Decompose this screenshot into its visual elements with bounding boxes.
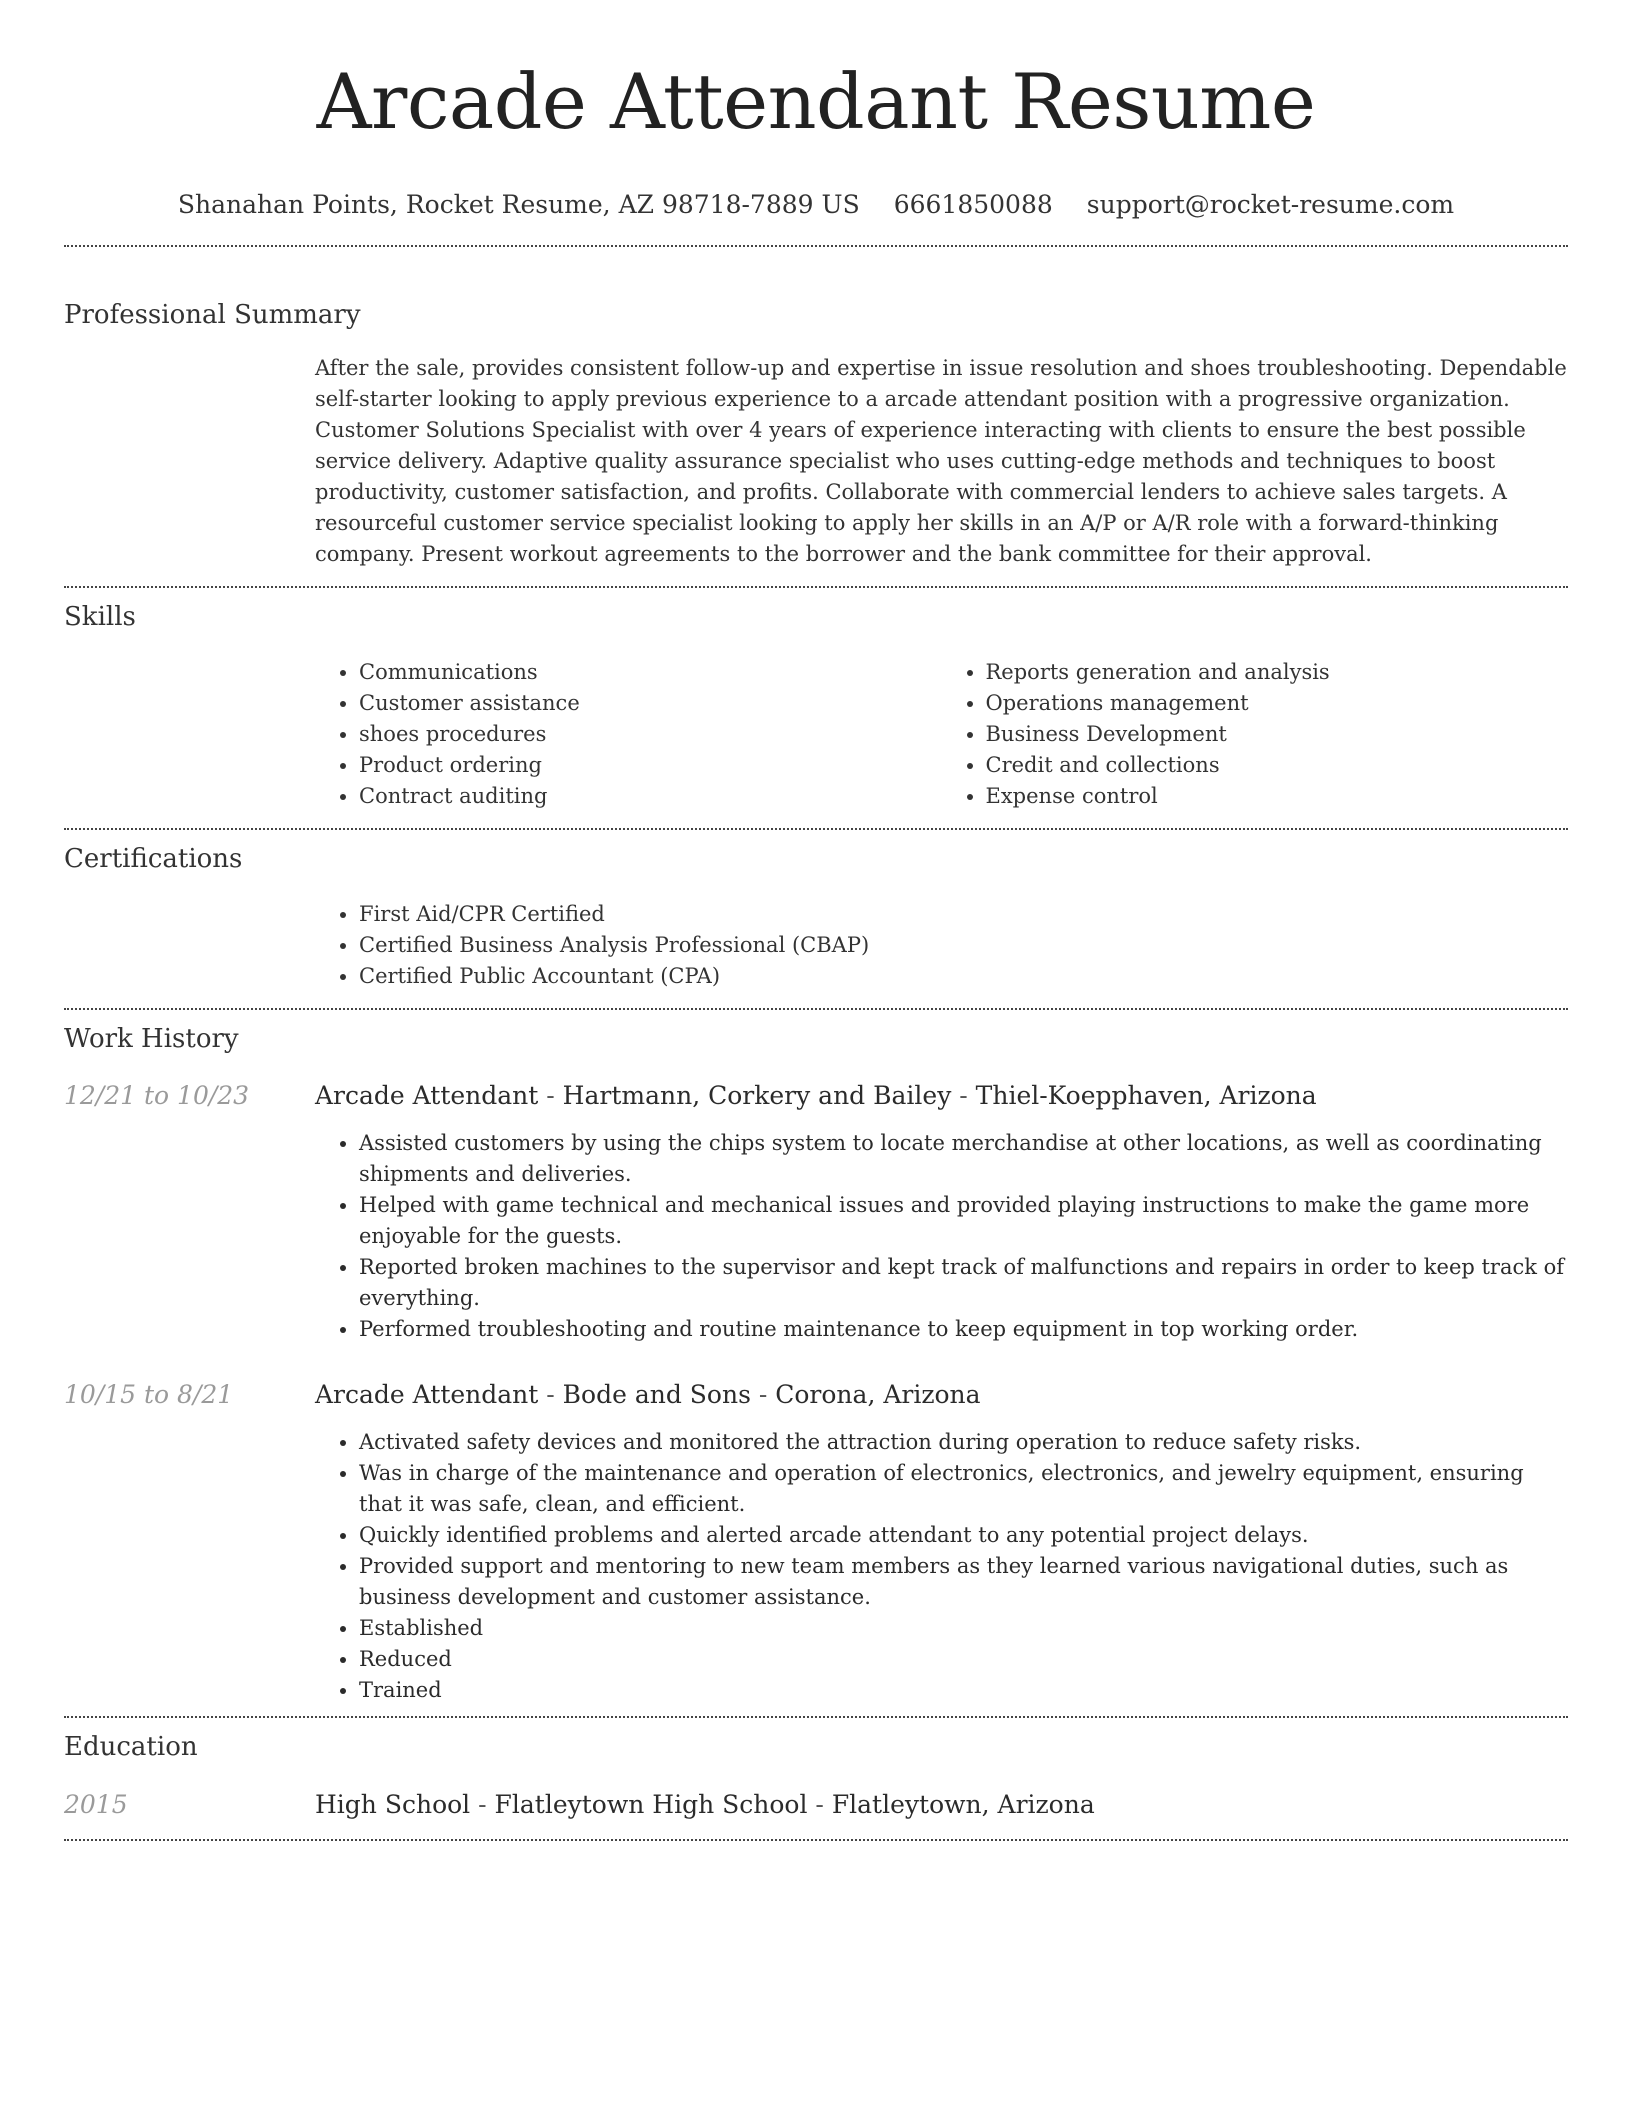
heading-separator: -	[538, 1380, 563, 1409]
work-bullets-wrap	[315, 1427, 1568, 1706]
work-entry-heading	[315, 1379, 1568, 1411]
skills-list-left	[315, 657, 942, 812]
skill-item: • Product ordering	[359, 750, 942, 781]
job-title: Arcade Attendant	[315, 1081, 539, 1110]
heading-separator: -	[807, 1790, 832, 1819]
resume-header	[64, 0, 1568, 219]
certifications-heading: Certifications	[64, 844, 243, 874]
job-location: Corona, Arizona	[775, 1380, 981, 1409]
contact-email: support@rocket-resume.com	[1086, 190, 1455, 219]
work-section	[64, 1010, 1568, 1716]
summary-heading: Professional Summary	[64, 300, 361, 330]
skill-item: • Reports generation and analysis	[986, 657, 1569, 688]
contact-address: Shanahan Points, Rocket Resume, AZ 98718-7889 US	[177, 190, 860, 219]
work-bullet: • Performed troubleshooting and routine maintenance to keep equipment in top working order.	[359, 1314, 1568, 1345]
summary-text: After the sale, provides consistent follow-up and expertise in issue resolution and shoes troubleshooting. Dependable self-starter looking to apply previous experience to a arcade attendant position with a progressive organization. Customer Solutions Specialist with over 4 years of experience interacting with clients to ensure the best possible service delivery. Adaptive quality assurance specialist who uses cutting-edge methods and techniques to boost productivity, customer satisfaction, and profits. Collaborate with commercial lenders to achieve sales targets. A resourceful customer service specialist looking to apply her skills in an A/P or A/R role with a forward-thinking company. Present workout agreements to the borrower and the bank committee for their approval.	[315, 356, 1567, 566]
summary-section	[64, 247, 1568, 586]
heading-separator: -	[470, 1790, 495, 1819]
skills-heading: Skills	[64, 602, 136, 632]
work-bullet: • Quickly identified problems and alerted arcade attendant to any potential project delays.	[359, 1520, 1568, 1551]
education-location: Flatleytown, Arizona	[831, 1790, 1095, 1819]
skill-item: • Business Development	[986, 719, 1569, 750]
education-school: Flatleytown High School	[494, 1790, 808, 1819]
heading-separator: -	[750, 1380, 776, 1409]
job-company: Hartmann, Corkery and Bailey	[562, 1081, 952, 1110]
work-bullet: • Reduced	[359, 1644, 1568, 1675]
heading-separator: -	[538, 1081, 563, 1110]
skill-item: • Contract auditing	[359, 781, 942, 812]
contact-line	[64, 190, 1568, 219]
certification-item: • First Aid/CPR Certified	[359, 899, 1568, 930]
work-heading: Work History	[64, 1024, 239, 1054]
certification-item: • Certified Business Analysis Professional (CBAP)	[359, 930, 1568, 961]
job-title: Arcade Attendant	[315, 1380, 539, 1409]
education-entry	[64, 1789, 1568, 1821]
resume-title: Arcade Attendant Resume	[316, 57, 1316, 146]
skill-item: • Expense control	[986, 781, 1569, 812]
work-bullets	[315, 1427, 1568, 1706]
education-divider	[64, 1839, 1568, 1841]
work-bullet: • Helped with game technical and mechanical issues and provided playing instructions to make the game more enjoyable for the guests.	[359, 1190, 1568, 1252]
certifications-list-wrap	[315, 899, 1568, 992]
work-dates: 10/15 to 8/21	[64, 1380, 234, 1409]
work-dates: 12/21 to 10/23	[64, 1081, 250, 1110]
work-entry	[64, 1080, 1568, 1345]
work-bullet: • Provided support and mentoring to new team members as they learned various navigational duties, such as business development and customer assistance.	[359, 1551, 1568, 1613]
education-degree: High School	[315, 1790, 471, 1819]
skill-item: • Communications	[359, 657, 942, 688]
education-date: 2015	[64, 1790, 128, 1819]
skills-columns	[315, 657, 1568, 812]
education-section	[64, 1718, 1568, 1839]
work-entry-heading	[315, 1080, 1568, 1112]
certifications-section	[64, 830, 1568, 1008]
work-bullet: • Activated safety devices and monitored the attraction during operation to reduce safety risks.	[359, 1427, 1568, 1458]
skill-item: • Operations management	[986, 688, 1569, 719]
job-location: Thiel-Koepphaven, Arizona	[975, 1081, 1317, 1110]
work-bullet: • Established	[359, 1613, 1568, 1644]
work-bullet: • Trained	[359, 1675, 1568, 1706]
work-bullets-wrap	[315, 1128, 1568, 1345]
skill-item: • Customer assistance	[359, 688, 942, 719]
work-bullet: • Assisted customers by using the chips system to locate merchandise at other locations, as well as coordinating shipments and deliveries.	[359, 1128, 1568, 1190]
work-bullet: • Was in charge of the maintenance and operation of electronics, electronics, and jewelry equipment, ensuring that it was safe, clean, and efficient.	[359, 1458, 1568, 1520]
education-heading: Education	[64, 1732, 198, 1762]
certification-item: • Certified Public Accountant (CPA)	[359, 961, 1568, 992]
contact-phone: 6661850088	[893, 190, 1053, 219]
work-bullet: • Reported broken machines to the supervisor and kept track of malfunctions and repairs in order to keep track of everything.	[359, 1252, 1568, 1314]
skills-list-right	[942, 657, 1569, 812]
skills-section	[64, 588, 1568, 828]
job-company: Bode and Sons	[562, 1380, 751, 1409]
work-bullets	[315, 1128, 1568, 1345]
skill-item: • Credit and collections	[986, 750, 1569, 781]
skill-item: • shoes procedures	[359, 719, 942, 750]
work-entry	[64, 1379, 1568, 1706]
education-entry-heading	[315, 1789, 1568, 1821]
heading-separator: -	[951, 1081, 976, 1110]
certifications-list	[315, 899, 1568, 992]
